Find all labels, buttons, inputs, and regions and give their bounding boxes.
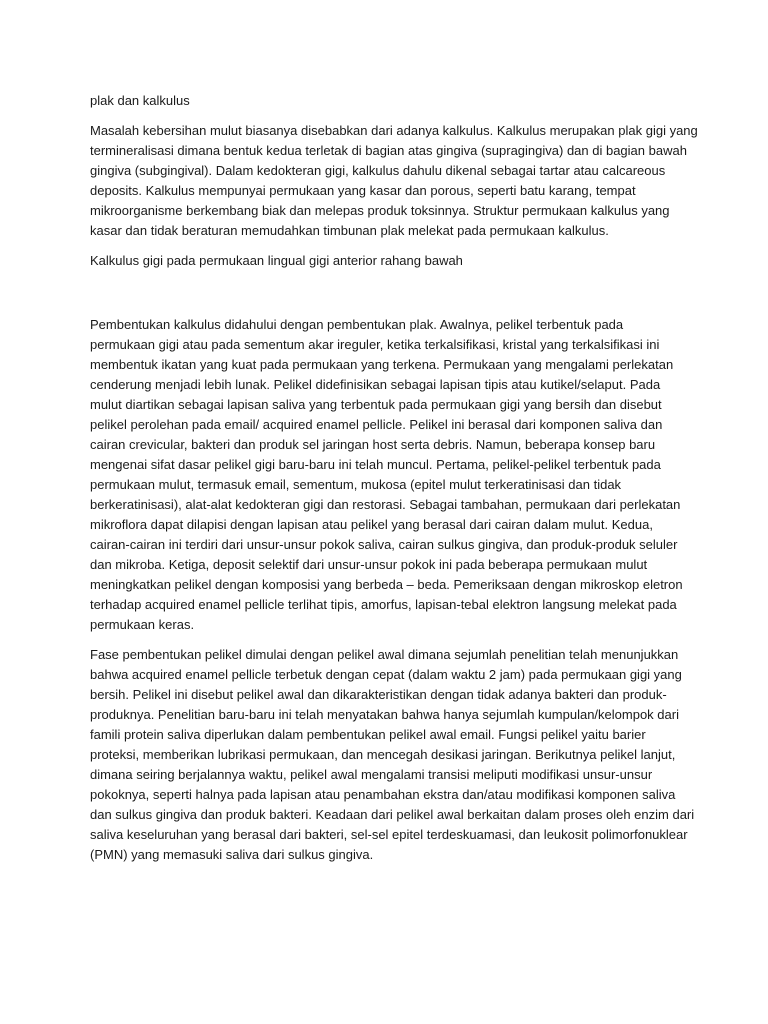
document-body xyxy=(90,91,698,865)
paragraph-line: (PMN) yang memasuki saliva dari sulkus gingiva. xyxy=(90,847,374,862)
paragraph-line: Masalah kebersihan mulut biasanya disebabkan dari adanya kalkulus. Kalkulus merupakan plak gigi yang xyxy=(90,123,698,138)
paragraph-line: dimana seiring berjalannya waktu, pelikel awal mengalami transisi meliputi modifikasi unsur-unsur xyxy=(90,767,653,782)
paragraph-line: bersih. Pelikel ini disebut pelikel awal dan dikarakteristikan dengan tidak adanya bakteri dan produk- xyxy=(90,687,667,702)
document-title: plak dan kalkulus xyxy=(90,93,190,108)
paragraph-line: permukaan mulut, termasuk email, sementum, mukosa (epitel mulut terkeratinisasi dan tidak xyxy=(90,477,622,492)
paragraph-line: mikroorganisme berkembang biak dan melepas produk toksinnya. Struktur permukaan kalkulus yang xyxy=(90,203,670,218)
paragraph-line: produknya. Penelitian baru-baru ini telah menyatakan bahwa hanya sejumlah kumpulan/kelompok dari xyxy=(90,707,679,722)
paragraph-line: gingiva (subgingival). Dalam kedokteran gigi, kalkulus dahulu dikenal sebagai tartar atau calcareous xyxy=(90,163,666,178)
paragraph-line: bahwa acquired enamel pellicle terbetuk dengan cepat (dalam waktu 2 jam) pada permukaan gigi yang xyxy=(90,667,682,682)
paragraph-line: Pembentukan kalkulus didahului dengan pembentukan plak. Awalnya, pelikel terbentuk pada xyxy=(90,317,624,332)
paragraph-line: membentuk ikatan yang kuat pada permukaan yang terkena. Permukaan yang mengalami perlekatan xyxy=(90,357,674,372)
paragraph-line: terhadap acquired enamel pellicle terlihat tipis, amorfus, lapisan-tebal elektron langsung melekat pada xyxy=(90,597,677,612)
paragraph-pellicle-phase xyxy=(90,645,695,865)
paragraph-line: cairan crevicular, bakteri dan produk sel jaringan host serta debris. Namun, beberapa konsep baru xyxy=(90,437,656,452)
paragraph-line: mikroflora dapat dilapisi dengan lapisan atau pelikel yang berasal dari cairan dalam mulut. Kedua, xyxy=(90,517,653,532)
paragraph-line: mulut diartikan sebagai lapisan saliva yang terbentuk pada permukaan gigi yang bersih dan disebut xyxy=(90,397,662,412)
paragraph-line: meningkatkan pelikel dengan komposisi yang berbeda – beda. Pemeriksaan dengan mikroskop eletron xyxy=(90,577,683,592)
paragraph-line: famili protein saliva diperlukan dalam pembentukan pelikel awal email. Fungsi pelikel yaitu barier xyxy=(90,727,646,742)
image-placeholder-space xyxy=(90,271,690,315)
paragraph-line: kasar dan tidak beraturan memudahkan timbunan plak melekat pada permukaan kalkulus. xyxy=(90,223,609,238)
paragraph-line: deposits. Kalkulus mempunyai permukaan yang kasar dan porous, seperti batu karang, tempat xyxy=(90,183,636,198)
spacer xyxy=(90,635,690,645)
paragraph-calculus-intro xyxy=(90,121,698,241)
paragraph-line: permukaan gigi atau pada sementum akar ireguler, ketika terkalsifikasi, kristal yang terkalsifikasi ini xyxy=(90,337,660,352)
paragraph-line: pokoknya, seperti halnya pada lapisan atau penambahan ekstra dan/atau modifikasi komponen saliva xyxy=(90,787,676,802)
paragraph-line: dan sulkus gingiva dan produk bakteri. Keadaan dari pelikel awal berkaitan dalam proses oleh enzim dari xyxy=(90,807,695,822)
image-caption: Kalkulus gigi pada permukaan lingual gigi anterior rahang bawah xyxy=(90,253,463,268)
paragraph-line: pelikel perolehan pada email/ acquired enamel pellicle. Pelikel ini berasal dari komponen saliva dan xyxy=(90,417,663,432)
spacer xyxy=(90,241,690,251)
paragraph-line: mengenai sifat dasar pelikel gigi baru-baru ini telah muncul. Pertama, pelikel-pelikel terbentuk pada xyxy=(90,457,661,472)
paragraph-calculus-formation xyxy=(90,315,690,635)
paragraph-line: saliva keseluruhan yang berasal dari bakteri, sel-sel epitel terdeskuamasi, dan leukosit polimorfonuklear xyxy=(90,827,688,842)
paragraph-line: cairan-cairan ini terdiri dari unsur-unsur pokok saliva, cairan sulkus gingiva, dan produk-produk seluler xyxy=(90,537,678,552)
paragraph-line: dan mikroba. Ketiga, deposit selektif dari unsur-unsur pokok ini pada beberapa permukaan mulut xyxy=(90,557,648,572)
paragraph-line: cenderung menjadi lebih lunak. Pelikel didefinisikan sebagai lapisan tipis atau kutikel/selaput. Pada xyxy=(90,377,661,392)
spacer xyxy=(90,111,690,121)
paragraph-line: Fase pembentukan pelikel dimulai dengan pelikel awal dimana sejumlah penelitian telah menunjukkan xyxy=(90,647,679,662)
paragraph-line: termineralisasi dimana bentuk kedua terletak di bagian atas gingiva (supragingiva) dan di bagian bawah xyxy=(90,143,687,158)
paragraph-line: permukaan keras. xyxy=(90,617,195,632)
paragraph-line: proteksi, memberikan lubrikasi permukaan, dan mencegah desikasi jaringan. Berikutnya pelikel lanjut, xyxy=(90,747,676,762)
paragraph-line: berkeratinisasi), alat-alat kedokteran gigi dan restorasi. Sebagai tambahan, permukaan dari perlekatan xyxy=(90,497,681,512)
